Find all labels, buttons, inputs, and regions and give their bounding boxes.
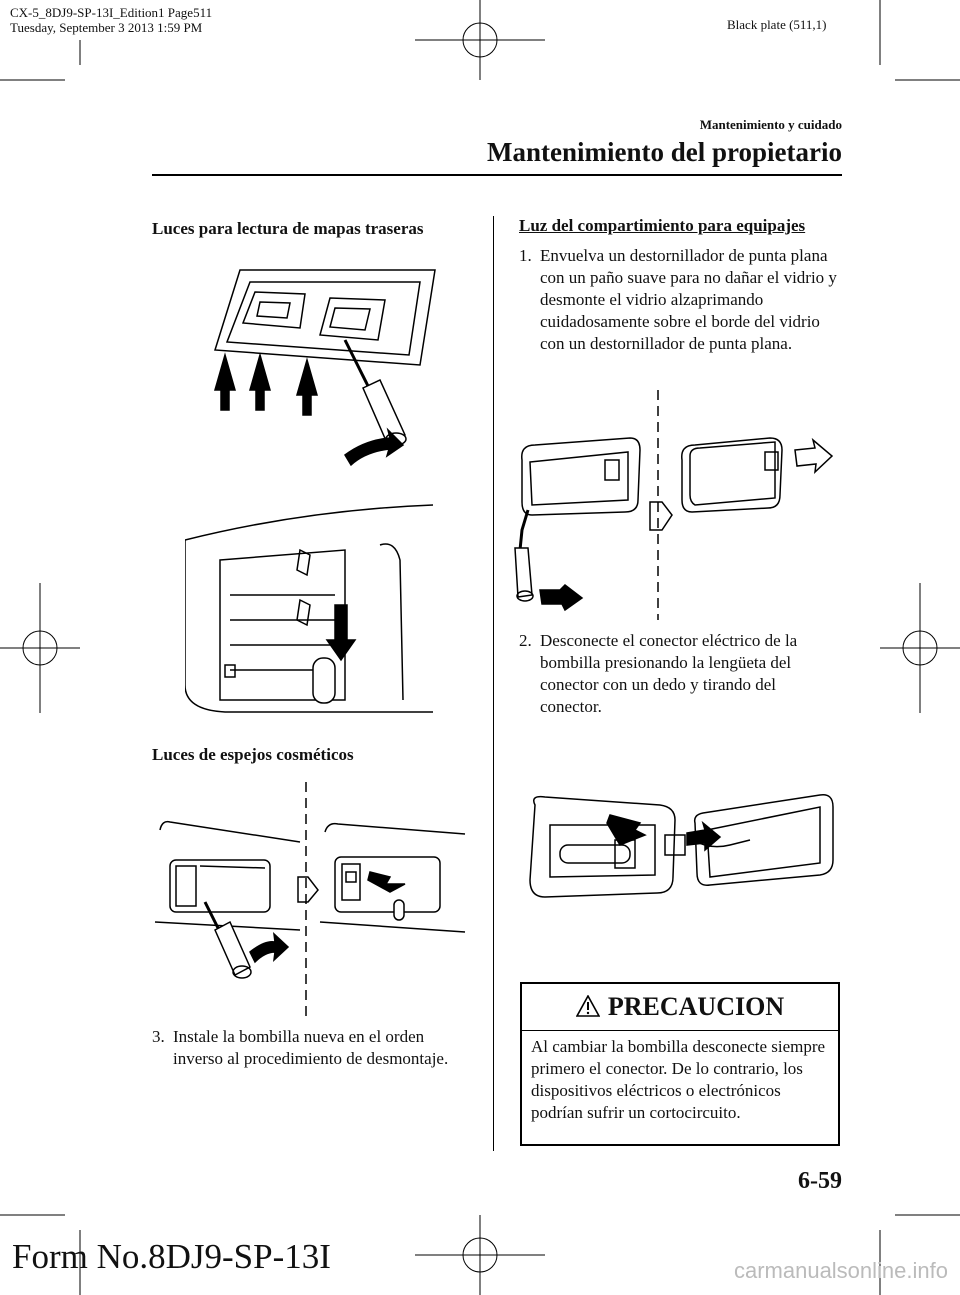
figure-vanity-light — [150, 782, 470, 1018]
figure-luggage-light-lens-removal — [510, 390, 840, 620]
watermark: carmanualsonline.info — [733, 1258, 948, 1283]
page-title: Mantenimiento del propietario — [487, 137, 842, 167]
figure-rear-map-light-bulb — [185, 500, 435, 725]
step-3-number: 3. — [152, 1027, 165, 1046]
plate-label: Black plate (511,1) — [727, 17, 827, 32]
step-2 — [519, 630, 842, 718]
form-number: Form No.8DJ9-SP-13I — [12, 1237, 331, 1276]
figure-luggage-light-connector — [515, 785, 845, 903]
column-divider — [493, 216, 494, 1151]
caution-text: Al cambiar la bombilla desconecte siempre primero el conector. De lo contrario, los dispositivos eléctricos o electrónicos podrían sufrir un cortocircuito. — [531, 1037, 826, 1122]
heading-rear-map-lights: Luces para lectura de mapas traseras — [152, 219, 424, 238]
figure-rear-map-light-removal — [205, 260, 445, 470]
step-1 — [519, 245, 842, 355]
step-2-number: 2. — [519, 631, 532, 650]
step-1-number: 1. — [519, 246, 532, 265]
warning-icon — [576, 995, 600, 1017]
caution-header — [522, 984, 838, 1031]
step-3-text: Instale la bombilla nueva en el orden inverso al procedimiento de desmontaje. — [173, 1027, 449, 1068]
header-rule — [152, 174, 842, 176]
heading-luggage-light: Luz del compartimiento para equipajes — [519, 216, 806, 235]
print-meta-line2: Tuesday, September 3 2013 1:59 PM — [10, 20, 203, 35]
step-2-text: Desconecte el conector eléctrico de la bombilla presionando la lengüeta del conector con un dedo y tirando del conector. — [540, 631, 798, 716]
caution-box — [520, 982, 840, 1146]
page-number: 6-59 — [798, 1168, 842, 1194]
step-3 — [152, 1026, 472, 1070]
print-meta-line1: CX-5_8DJ9-SP-13I_Edition1 Page511 — [10, 5, 213, 20]
section-subtitle: Mantenimiento y cuidado — [699, 117, 842, 132]
heading-vanity-lights: Luces de espejos cosméticos — [152, 745, 354, 764]
step-1-text: Envuelva un destornillador de punta plana con un paño suave para no dañar el vidrio y desmonte el vidrio alzaprimando cuidadosamente sobre el borde del vidrio con un destornillador de punta plana. — [540, 246, 837, 353]
print-meta — [10, 5, 212, 35]
caution-title: PRECAUCION — [607, 992, 785, 1021]
